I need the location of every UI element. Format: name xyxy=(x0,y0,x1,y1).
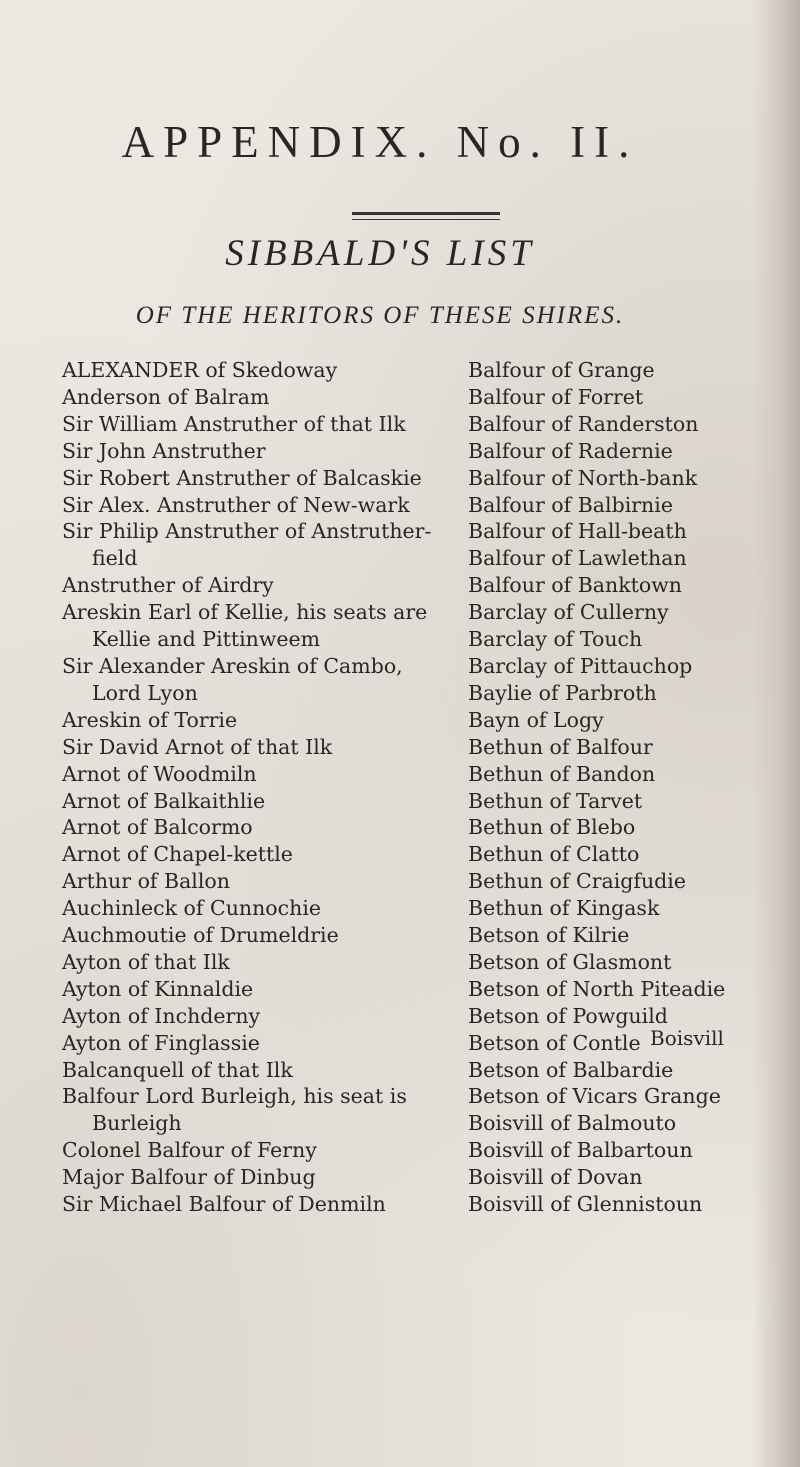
list-subtitle: OF THE HERITORS OF THESE SHIRES. xyxy=(135,302,625,329)
heritor-entry: ALEXANDER of Skedoway xyxy=(62,358,338,382)
heritor-entry: Bethun of Balfour xyxy=(468,734,653,759)
heritor-entry: Arnot of Chapel-kettle xyxy=(62,842,293,867)
heritor-entry: Bethun of Craigfudie xyxy=(468,869,686,894)
heritor-entry: Sir Michael Balfour of Denmiln xyxy=(62,1192,386,1217)
heritor-entry: Balfour of North-bank xyxy=(468,465,698,490)
heritor-entry: Baylie of Parbroth xyxy=(468,680,657,705)
heritor-entry: Sir William Anstruther of that Ilk xyxy=(62,411,406,436)
heritor-entry: Betson of Kilrie xyxy=(468,923,630,948)
heritor-entry: Betson of Powguild xyxy=(468,1003,668,1028)
catchword: Boisvill xyxy=(650,1026,724,1050)
heritor-entry: Betson of Vicars Grange xyxy=(468,1084,721,1109)
heritor-entry: Bethun of Blebo xyxy=(468,815,636,840)
heritor-entry: Balfour of Radernie xyxy=(468,438,673,463)
heritor-entry: Bethun of Clatto xyxy=(468,842,640,867)
heritor-entry: Betson of Glasmont xyxy=(468,949,672,974)
heritor-entry: Barclay of Cullerny xyxy=(468,600,669,625)
heritor-entry: Balfour of Randerston xyxy=(468,411,699,436)
heritor-entry: Boisvill of Dovan xyxy=(468,1165,643,1190)
right-column xyxy=(468,357,748,1218)
heritor-entry: Ayton of Inchderny xyxy=(62,1003,261,1028)
heritor-entry: Auchmoutie of Drumeldrie xyxy=(62,923,339,948)
heritor-entry: Barclay of Touch xyxy=(468,627,643,652)
heritor-entry: Areskin Earl of Kellie, his seats are xyxy=(62,600,428,625)
heritor-entry: Balfour of Banktown xyxy=(468,573,682,598)
heritor-entry: Auchinleck of Cunnochie xyxy=(62,896,322,921)
heritor-entry: Bayn of Logy xyxy=(468,707,604,732)
heritor-entry: Balfour of Balbirnie xyxy=(468,492,673,517)
heritor-entry: Balfour of Lawlethan xyxy=(468,546,687,571)
heritor-entry: Betson of North Piteadie xyxy=(468,976,726,1001)
heritor-entry: Arnot of Woodmiln xyxy=(62,761,257,786)
heritor-entry: Boisvill of Glennistoun xyxy=(468,1192,703,1217)
heritor-entry: Areskin of Torrie xyxy=(62,707,238,732)
heritor-entry: Ayton of Finglassie xyxy=(62,1030,260,1055)
heritor-entry: Arnot of Balkaithlie xyxy=(62,788,266,813)
heritor-entry: Bethun of Kingask xyxy=(468,896,660,921)
heritor-entry: Ayton of that Ilk xyxy=(62,949,230,974)
appendix-heading: APPENDIX. No. II. xyxy=(121,117,639,167)
heritor-entry: Balfour of Forret xyxy=(468,384,644,409)
heritor-entry: Sir Alex. Anstruther of New-wark xyxy=(62,492,410,517)
heritor-entry: Arnot of Balcormo xyxy=(62,815,253,840)
heritor-entry: Colonel Balfour of Ferny xyxy=(62,1138,317,1163)
heritor-entry: Sir Philip Anstruther of Anstruther- xyxy=(62,519,432,544)
heritor-entry: Balfour of Hall-beath xyxy=(468,519,687,544)
heritor-entry: Sir Alexander Areskin of Cambo, xyxy=(62,653,403,678)
heritor-entry: Ayton of Kinnaldie xyxy=(62,976,254,1001)
heritor-entry: Major Balfour of Dinbug xyxy=(62,1165,316,1190)
heritor-entry: Burleigh xyxy=(92,1111,182,1136)
heritor-entry: Anstruther of Airdry xyxy=(62,573,274,598)
heritor-entry: field xyxy=(92,546,138,571)
heritor-entry: Sir David Arnot of that Ilk xyxy=(62,734,333,759)
heritor-entry: Lord Lyon xyxy=(92,680,198,705)
heritor-entry: Balfour of Grange xyxy=(468,358,655,382)
heritor-entry: Boisvill of Balbartoun xyxy=(468,1138,693,1163)
heritor-entry: Bethun of Bandon xyxy=(468,761,656,786)
heritor-entry: Sir John Anstruther xyxy=(62,438,266,463)
heritor-entry: Kellie and Pittinweem xyxy=(92,627,321,652)
heritor-entry: Betson of Contle xyxy=(468,1030,641,1055)
heritor-entry: Bethun of Tarvet xyxy=(468,788,643,813)
heading-rule xyxy=(352,212,500,220)
heritor-entry: Betson of Balbardie xyxy=(468,1057,674,1082)
heritor-entry: Barclay of Pittauchop xyxy=(468,653,693,678)
heritor-entry: Balcanquell of that Ilk xyxy=(62,1057,293,1082)
heritor-entry: Anderson of Balram xyxy=(62,384,270,409)
left-column xyxy=(62,357,452,1218)
heritor-entry: Sir Robert Anstruther of Balcaskie xyxy=(62,465,422,490)
list-title: SIBBALD'S LIST xyxy=(225,233,535,274)
heritor-entry: Boisvill of Balmouto xyxy=(468,1111,677,1136)
page-edge-shadow xyxy=(752,0,800,1467)
heritor-entry: Balfour Lord Burleigh, his seat is xyxy=(62,1084,407,1109)
heritor-entry: Arthur of Ballon xyxy=(62,869,230,894)
